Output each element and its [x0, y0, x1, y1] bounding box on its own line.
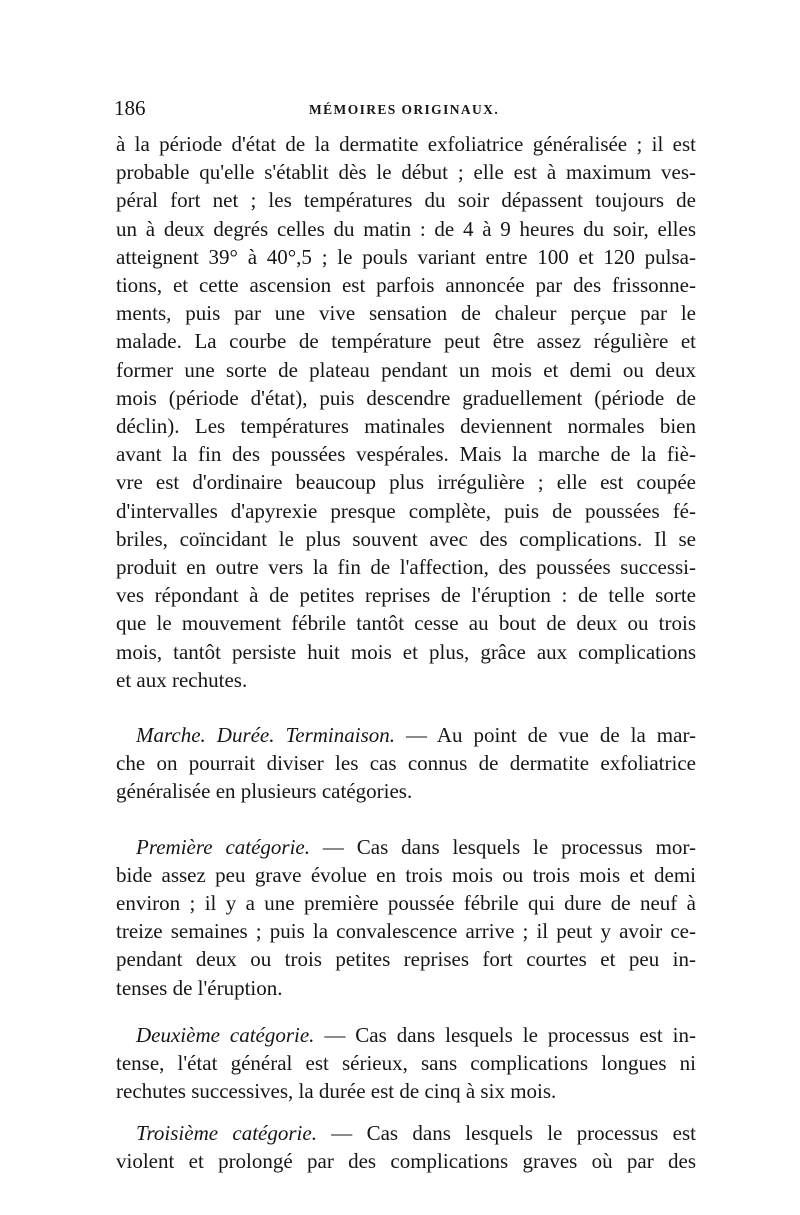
- section-heading: Deuxième catégorie.: [136, 1022, 315, 1047]
- text-line: mois (période d'état), puis descendre graduellement (période de: [116, 385, 696, 410]
- text-line: malade. La courbe de température peut être assez régulière et: [116, 329, 696, 354]
- text-run: — Cas dans lesquels le processus est in-: [314, 1022, 696, 1047]
- text-run: — Au point de vue de la mar-: [395, 723, 697, 748]
- text-line: che on pourrait diviser les cas connus de dermatite exfoliatrice: [116, 751, 696, 776]
- text-run: — Cas dans lesquels le processus mor-: [310, 834, 696, 859]
- text-line: ves répondant à de petites reprises de l'éruption : de telle sorte: [116, 583, 696, 608]
- section-heading: Troisième catégorie.: [136, 1120, 317, 1145]
- text-line: rechutes successives, la durée est de cinq à six mois.: [116, 1079, 557, 1104]
- text-line: que le mouvement fébrile tantôt cesse au bout de deux ou trois: [116, 611, 696, 636]
- running-head: MÉMOIRES ORIGINAUX.: [309, 102, 500, 117]
- text-line: mois, tantôt persiste huit mois et plus, grâce aux complications: [116, 639, 696, 664]
- text-line: déclin). Les températures matinales deviennent normales bien: [116, 414, 696, 439]
- section-heading: Première catégorie.: [136, 834, 311, 859]
- text-line: avant la fin des poussées vespérales. Mais la marche de la fiè-: [116, 442, 696, 467]
- text-line: ments, puis par une vive sensation de chaleur perçue par le: [116, 301, 696, 326]
- text-line: tions, et cette ascension est parfois annoncée par des frissonne-: [116, 273, 696, 298]
- page-number: 186: [114, 96, 146, 120]
- text-line: violent et prolongé par des complications graves où par des: [116, 1148, 696, 1173]
- text-line: treize semaines ; puis la convalescence arrive ; il peut y avoir ce-: [116, 919, 696, 944]
- text-line: généralisée en plusieurs catégories.: [116, 779, 413, 804]
- text-line: pendant deux ou trois petites reprises fort courtes et peu in-: [116, 947, 696, 972]
- text-line: [116, 721, 696, 749]
- text-line: [116, 833, 696, 861]
- text-line: à la période d'état de la dermatite exfoliatrice généralisée ; il est: [116, 132, 696, 156]
- text-run: — Cas dans lesquels le processus est: [316, 1120, 696, 1145]
- page-header: [114, 96, 696, 122]
- paragraph-fever-course: [116, 130, 696, 694]
- text-line: environ ; il y a une première poussée fébrile qui dure de neuf à: [116, 891, 696, 916]
- paragraph-deuxieme-categorie: [116, 1021, 696, 1106]
- text-line: atteignent 39° à 40°,5 ; le pouls variant entre 100 et 120 pulsa-: [116, 244, 696, 269]
- page-body: [116, 130, 696, 1175]
- text-line: produit en outre vers la fin de l'affection, des poussées successi-: [116, 555, 696, 580]
- section-heading: Marche. Durée. Terminaison.: [136, 723, 396, 748]
- text-line: briles, coïncidant le plus souvent avec des complications. Il se: [116, 526, 696, 551]
- text-line: vre est d'ordinaire beaucoup plus irrégulière ; elle est coupée: [116, 470, 696, 495]
- text-line: d'intervalles d'apyrexie presque complète, puis de poussées fé-: [116, 498, 696, 523]
- text-line: former une sorte de plateau pendant un mois et demi ou deux: [116, 357, 696, 382]
- text-line: probable qu'elle s'établit dès le début ; elle est à maximum ves-: [116, 160, 696, 185]
- text-line: péral fort net ; les températures du soir dépassent toujours de: [116, 188, 696, 213]
- text-line: tense, l'état général est sérieux, sans complications longues ni: [116, 1051, 696, 1076]
- text-line: [116, 1021, 696, 1049]
- paragraph-troisieme-categorie: [116, 1119, 696, 1175]
- text-line: [116, 1119, 696, 1147]
- text-line: tenses de l'éruption.: [116, 975, 283, 1000]
- text-line: et aux rechutes.: [116, 667, 248, 692]
- text-line: un à deux degrés celles du matin : de 4 à 9 heures du soir, elles: [116, 216, 696, 241]
- paragraph-marche: [116, 721, 696, 806]
- paragraph-premiere-categorie: [116, 833, 696, 1002]
- text-line: bide assez peu grave évolue en trois mois ou trois mois et demi: [116, 862, 696, 887]
